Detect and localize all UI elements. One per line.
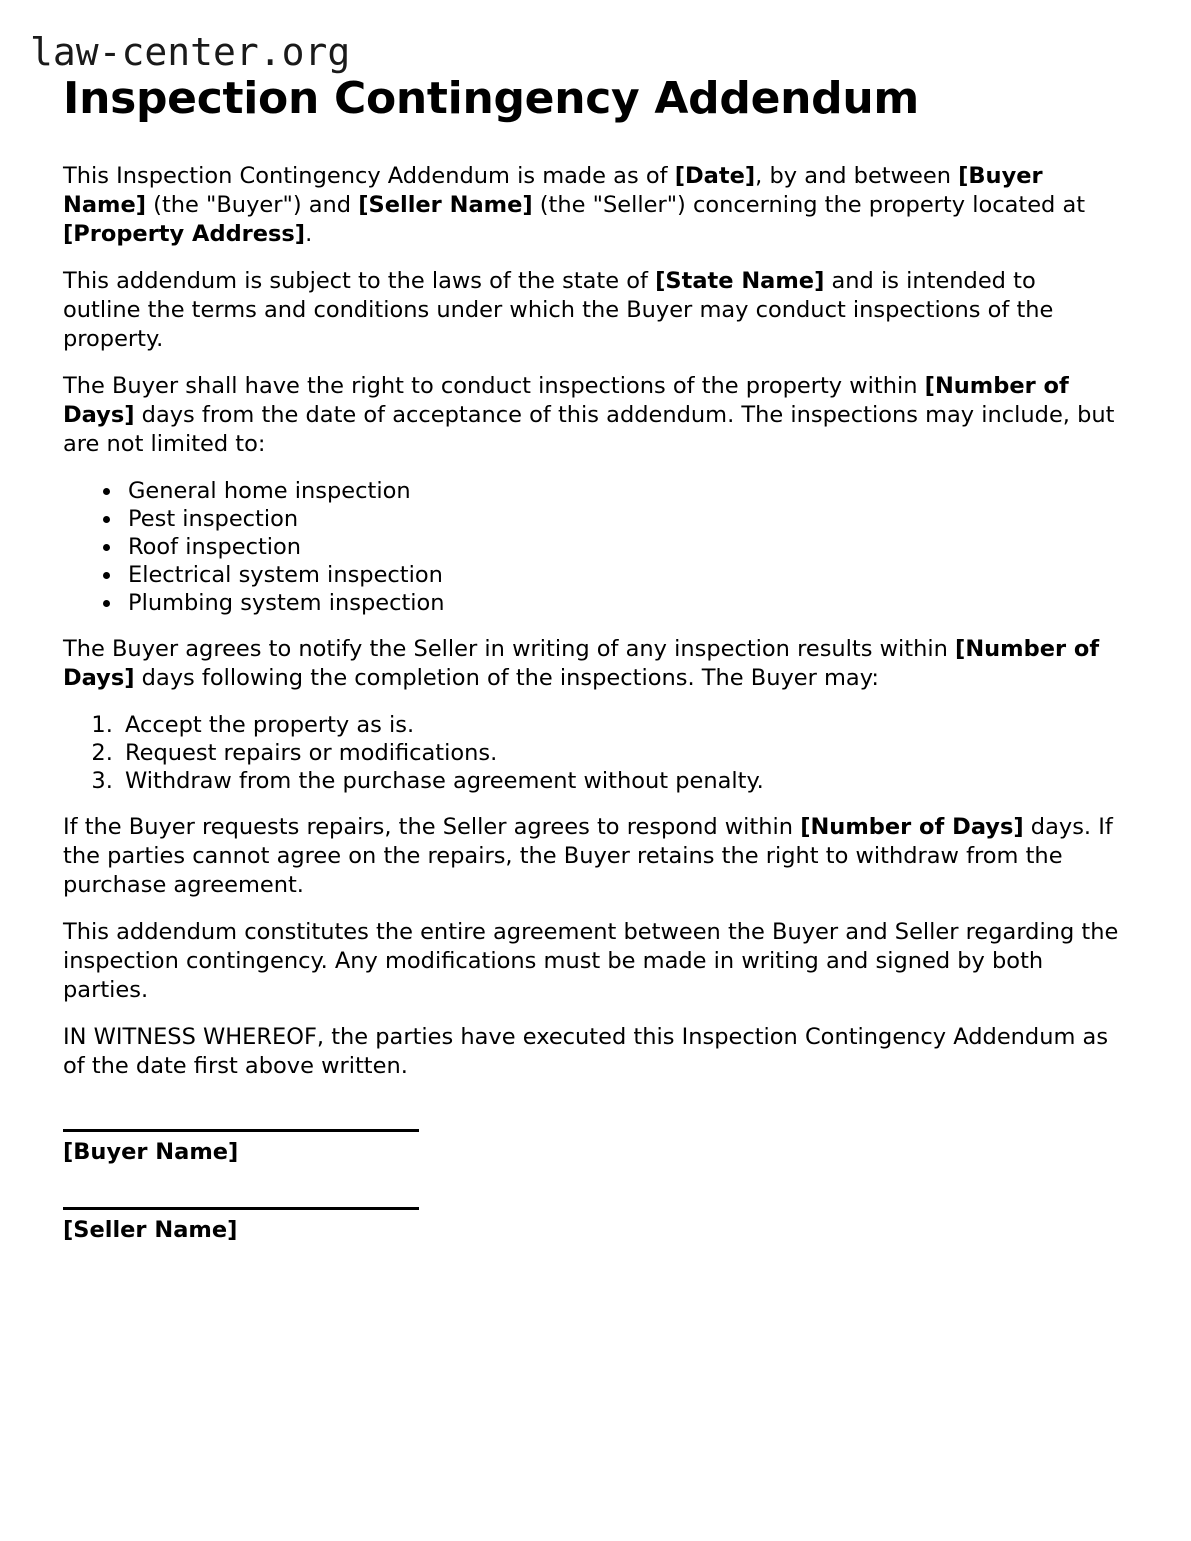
paragraph-entire-agreement: This addendum constitutes the entire agreement between the Buyer and Seller regarding the inspection contingency. Any modifications must be made in writing and signed by both parties. <box>63 919 1119 1003</box>
inspection-types-list <box>63 477 1120 617</box>
list-item: • General home inspection <box>123 477 1120 505</box>
notification-text-2: days following the completion of the inspections. The Buyer may: <box>134 665 879 691</box>
intro-text-5: . <box>305 221 313 247</box>
list-item: • Roof inspection <box>123 533 1120 561</box>
paragraph-governing-law <box>63 267 1120 354</box>
paragraph-inspection-period <box>63 372 1120 459</box>
inspection-period-text-1: The Buyer shall have the right to conduct inspections of the property within <box>63 373 925 399</box>
placeholder-date: [Date] <box>674 163 756 189</box>
signature-label-buyer: [Buyer Name] <box>63 1139 239 1165</box>
placeholder-seller-name: [Seller Name] <box>358 192 533 218</box>
document-body <box>63 162 1120 1081</box>
signature-block <box>63 1129 1120 1245</box>
intro-text-1: This Inspection Contingency Addendum is made as of <box>63 163 675 189</box>
placeholder-state-name: [State Name] <box>655 268 825 294</box>
site-logo: law-center.org <box>30 30 351 74</box>
notification-text-1: The Buyer agrees to notify the Seller in writing of any inspection results within <box>63 636 956 662</box>
list-item: • Electrical system inspection <box>123 561 1120 589</box>
inspection-period-text-2: days from the date of acceptance of this addendum. The inspections may include, but are not limited to: <box>63 402 1115 457</box>
list-item: 1. Accept the property as is. <box>120 711 1120 739</box>
placeholder-number-of-days-inspection: [Number of Days] <box>63 373 1069 428</box>
paragraph-intro <box>63 162 1120 249</box>
list-item: • Plumbing system inspection <box>123 589 1120 617</box>
paragraph-notification <box>63 635 1120 693</box>
signature-group-seller <box>63 1207 1120 1245</box>
intro-text-3: (the "Buyer") and <box>146 192 359 218</box>
list-item: 2. Request repairs or modifications. <box>120 739 1120 767</box>
repairs-text-1: If the Buyer requests repairs, the Seller agrees to respond within <box>63 814 801 840</box>
signature-line-seller[interactable] <box>63 1207 419 1210</box>
governing-law-text-2: and is intended to outline the terms and conditions under which the Buyer may conduct inspections of the property. <box>63 268 1054 352</box>
repairs-text-2: days. If the parties cannot agree on the repairs, the Buyer retains the right to withdraw from the purchase agreement. <box>63 814 1113 898</box>
placeholder-number-of-days-repairs: [Number of Days] <box>800 814 1024 840</box>
signature-line-buyer[interactable] <box>63 1129 419 1132</box>
signature-label-seller: [Seller Name] <box>63 1217 238 1243</box>
buyer-options-list <box>63 711 1120 795</box>
placeholder-number-of-days-notification: [Number of Days] <box>63 636 1100 691</box>
intro-text-2: , by and between <box>755 163 959 189</box>
placeholder-property-address: [Property Address] <box>63 221 306 247</box>
intro-text-4: (the "Seller") concerning the property located at <box>532 192 1086 218</box>
placeholder-buyer-name: [Buyer Name] <box>63 163 1043 218</box>
paragraph-witness: IN WITNESS WHEREOF, the parties have executed this Inspection Contingency Addendum as of the date first above written. <box>63 1024 1109 1079</box>
paragraph-repairs <box>63 813 1120 900</box>
list-item: 3. Withdraw from the purchase agreement without penalty. <box>120 767 1120 795</box>
signature-group-buyer <box>63 1129 1120 1167</box>
governing-law-text-1: This addendum is subject to the laws of the state of <box>63 268 656 294</box>
page-title: Inspection Contingency Addendum <box>63 73 919 124</box>
list-item: • Pest inspection <box>123 505 1120 533</box>
